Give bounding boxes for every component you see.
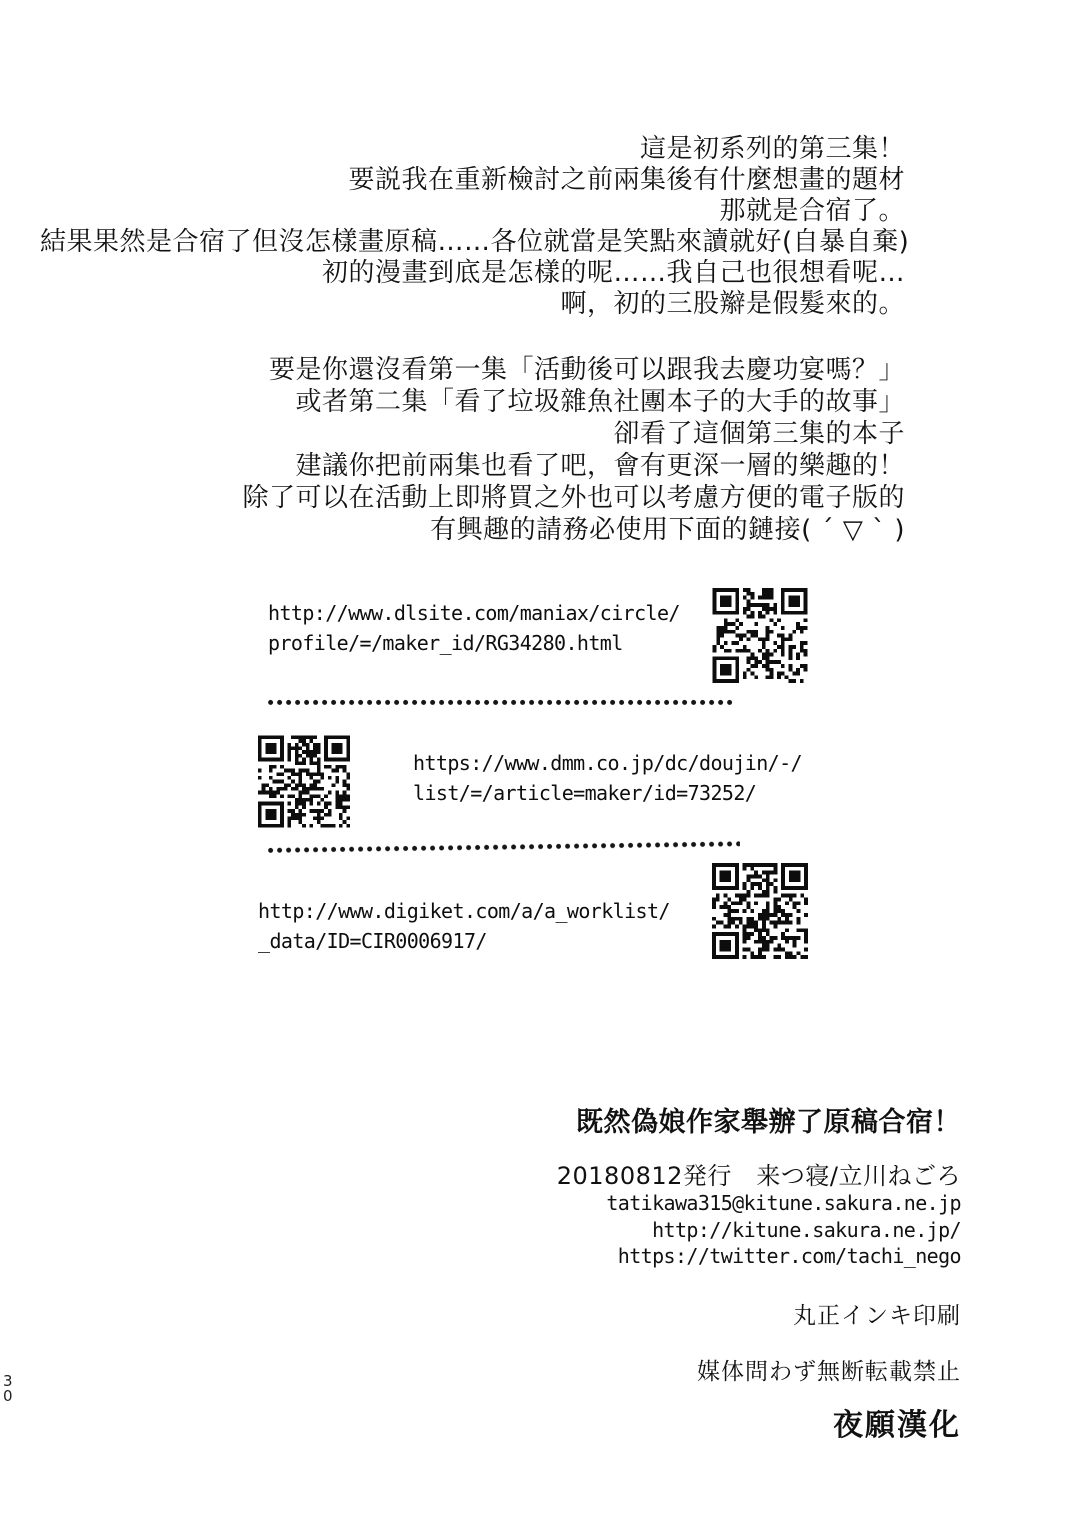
- url-line: _data/ID=CIR0006917/: [258, 929, 487, 953]
- email-line: tatikawa315@kitune.sakura.ne.jp: [606, 1191, 961, 1215]
- qr-code-digiket-icon: [712, 863, 808, 959]
- colophon-title: 既然偽娘作家舉辦了原稿合宿！: [576, 1107, 961, 1138]
- recommend-paragraph: [40, 354, 905, 546]
- recommend-line: 有興趣的請務必使用下面的鏈接( ´ ▽ ` ): [430, 515, 905, 545]
- qr-code-dlsite-icon: [712, 588, 808, 683]
- url-line: http://www.digiket.com/a/a_worklist/: [258, 899, 670, 923]
- twitter-line: https://twitter.com/tachi_nego: [617, 1244, 961, 1268]
- intro-line: 初的漫畫到底是怎樣的呢……我自己也很想看呢…: [321, 258, 905, 288]
- recommend-line: 建議你把前兩集也看了吧，會有更深一層的樂趣的！: [295, 451, 905, 481]
- recommend-line: 或者第二集「看了垃圾雜魚社團本子的大手的故事」: [295, 387, 905, 417]
- intro-paragraph: [40, 134, 910, 320]
- dotted-divider: [268, 840, 740, 854]
- intro-line: 啊，初的三股辮是假髮來的。: [560, 289, 905, 319]
- recommend-line: 要是你還沒看第一集「活動後可以跟我去慶功宴嗎？」: [268, 355, 905, 385]
- url-line: list/=/article=maker/id=73252/: [413, 781, 757, 805]
- url-line: http://www.dlsite.com/maniax/circle/: [268, 601, 680, 625]
- digiket-url-text: [258, 896, 670, 956]
- intro-line: 這是初系列的第三集！: [639, 134, 905, 164]
- recommend-line: 卻看了這個第三集的本子: [613, 419, 905, 449]
- intro-line: 那就是合宿了。: [719, 196, 905, 226]
- page-number: 30: [3, 1372, 13, 1405]
- printer-line: 丸正インキ印刷: [793, 1303, 961, 1329]
- url-line: https://www.dmm.co.jp/dc/doujin/-/: [413, 751, 802, 775]
- intro-line: 要説我在重新檢討之前兩集後有什麼想畫的題材: [348, 165, 905, 195]
- translation-group-credit: 夜願漢化: [833, 1408, 961, 1443]
- publication-line: 20180812発行 来つ寝/立川ねごろ: [556, 1162, 961, 1190]
- dlsite-url-text: [268, 598, 680, 658]
- reprint-notice: 媒体問わず無断転載禁止: [697, 1359, 961, 1385]
- recommend-line: 除了可以在活動上即將買之外也可以考慮方便的電子版的: [242, 483, 905, 513]
- website-line: http://kitune.sakura.ne.jp/: [652, 1218, 961, 1242]
- qr-code-dmm-icon: [258, 734, 350, 829]
- dotted-divider: [268, 699, 734, 706]
- url-line: profile/=/maker_id/RG34280.html: [268, 631, 623, 655]
- dmm-url-text: [413, 748, 802, 808]
- intro-line: 結果果然是合宿了但沒怎樣畫原稿……各位就當是笑點來讀就好(自暴自棄): [40, 227, 910, 257]
